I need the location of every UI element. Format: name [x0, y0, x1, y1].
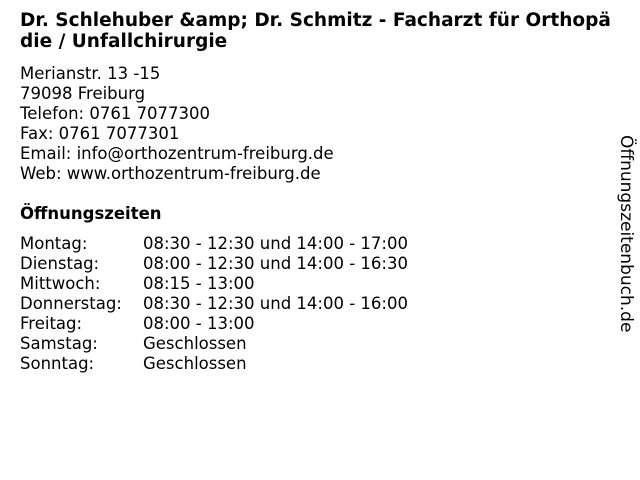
day-label: Montag:	[20, 234, 88, 253]
website: Web: www.orthozentrum-freiburg.de	[20, 164, 321, 183]
address-block	[20, 64, 334, 184]
hours-value: Geschlossen	[143, 354, 247, 373]
hours-value: 08:00 - 12:30 und 14:00 - 16:30	[143, 254, 408, 273]
hours-value: Geschlossen	[143, 334, 247, 353]
day-label: Donnerstag:	[20, 294, 122, 313]
day-label: Sonntag:	[20, 354, 95, 373]
hours-value: 08:15 - 13:00	[143, 274, 255, 293]
street-address: Merianstr. 13 -15	[20, 64, 161, 83]
email-address: Email: info@orthozentrum-freiburg.de	[20, 144, 334, 163]
brand-watermark: Öffnungszeitenbuch.de	[616, 135, 636, 333]
hours-value: 08:30 - 12:30 und 14:00 - 16:00	[143, 294, 408, 313]
day-label: Freitag:	[20, 314, 83, 333]
day-label: Mittwoch:	[20, 274, 101, 293]
day-label: Samstag:	[20, 334, 98, 353]
page-title: Dr. Schlehuber &amp; Dr. Schmitz - Facharzt für Orthopädie / Unfallchirurgie	[20, 10, 611, 52]
fax-number: Fax: 0761 7077301	[20, 124, 180, 143]
phone-number: Telefon: 0761 7077300	[20, 104, 211, 123]
hours-value: 08:30 - 12:30 und 14:00 - 17:00	[143, 234, 408, 253]
day-label: Dienstag:	[20, 254, 100, 273]
hours-value: 08:00 - 13:00	[143, 314, 255, 333]
opening-hours-heading: Öffnungszeiten	[20, 204, 162, 223]
city: 79098 Freiburg	[20, 84, 146, 103]
